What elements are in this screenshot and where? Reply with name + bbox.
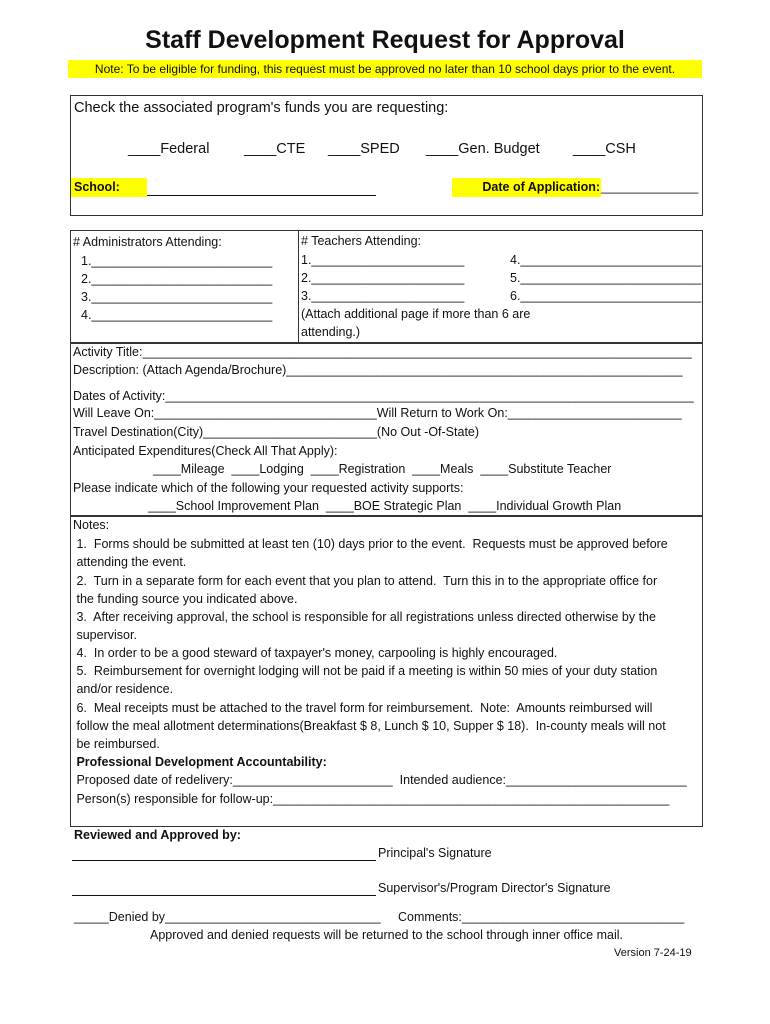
eligibility-note: Note: To be eligible for funding, this request must be approved no later than 10 school days prior to the event. <box>68 60 702 78</box>
description-field[interactable]: Description: (Attach Agenda/Brochure)_________________________________________________________ <box>73 363 683 377</box>
followup-field[interactable]: Person(s) responsible for follow-up:_________________________________________________________ <box>73 792 670 806</box>
attach-note-line-1: (Attach additional page if more than 6 are <box>301 307 531 321</box>
fund-option-csh[interactable]: ____CSH <box>573 141 636 157</box>
teacher-field-6[interactable]: 6.__________________________ <box>510 289 702 303</box>
page-title: Staff Development Request for Approval <box>145 26 625 54</box>
funds-heading: Check the associated program's funds you are requesting: <box>74 100 449 116</box>
date-of-application-field[interactable]: ______________ <box>601 180 699 194</box>
note-line: attending the event. <box>73 555 187 569</box>
teacher-field-5[interactable]: 5.__________________________ <box>510 271 702 285</box>
supports-options[interactable]: ____School Improvement Plan ____BOE Strategic Plan ____Individual Growth Plan <box>148 499 622 513</box>
expenditures-options[interactable]: ____Mileage ____Lodging ____Registration ____Meals ____Substitute Teacher <box>153 462 612 476</box>
supervisor-signature-label: Supervisor's/Program Director's Signature <box>378 881 611 895</box>
fund-option-sped[interactable]: ____SPED <box>328 141 400 157</box>
redelivery-audience-fields[interactable]: Proposed date of redelivery:_______________________ Intended audience:__________________________ <box>73 773 687 787</box>
teacher-field-3[interactable]: 3.______________________ <box>301 289 465 303</box>
administrators-label: # Administrators Attending: <box>73 235 222 249</box>
school-field[interactable] <box>147 195 376 196</box>
principal-signature-label: Principal's Signature <box>378 846 492 860</box>
note-line: 6. Meal receipts must be attached to the travel form for reimbursement. Note: Amounts reimbursed will <box>73 701 653 715</box>
administrator-field-2[interactable]: 2.__________________________ <box>81 272 273 286</box>
travel-destination-field[interactable]: Travel Destination(City)_________________________(No Out -Of-State) <box>73 425 480 439</box>
note-line: and/or residence. <box>73 682 174 696</box>
school-label: School: <box>71 178 147 197</box>
administrator-field-4[interactable]: 4.__________________________ <box>81 308 273 322</box>
comments-field[interactable]: Comments:________________________________ <box>398 910 685 924</box>
principal-signature-line[interactable] <box>72 860 376 861</box>
note-line: 3. After receiving approval, the school is responsible for all registrations unless directed otherwise by the <box>73 610 656 624</box>
supports-label: Please indicate which of the following your requested activity supports: <box>73 481 464 495</box>
administrator-field-3[interactable]: 3.__________________________ <box>81 290 273 304</box>
accountability-heading: Professional Development Accountability: <box>73 755 327 769</box>
fund-option-cte[interactable]: ____CTE <box>244 141 306 157</box>
denied-by-field[interactable]: _____Denied by_______________________________ <box>74 910 381 924</box>
note-line: 5. Reimbursement for overnight lodging will not be paid if a meeting is within 50 mies of your duty station <box>73 664 658 678</box>
note-line: supervisor. <box>73 628 137 642</box>
note-line: 4. In order to be a good steward of taxpayer's money, carpooling is highly encouraged. <box>73 646 558 660</box>
teacher-field-1[interactable]: 1.______________________ <box>301 253 465 267</box>
expenditures-label: Anticipated Expenditures(Check All That Apply): <box>73 444 338 458</box>
teachers-label: # Teachers Attending: <box>301 234 421 248</box>
date-of-application-label: Date of Application: <box>452 178 601 197</box>
attach-note-line-2: attending.) <box>301 325 361 339</box>
note-line: 2. Turn in a separate form for each event that you plan to attend. Turn this in to the appropriate office for <box>73 574 658 588</box>
note-line: the funding source you indicated above. <box>73 592 298 606</box>
teacher-field-2[interactable]: 2.______________________ <box>301 271 465 285</box>
activity-title-field[interactable]: Activity Title:_______________________________________________________________________________ <box>73 345 692 359</box>
approval-heading: Reviewed and Approved by: <box>74 828 241 842</box>
fund-option-federal[interactable]: ____Federal <box>128 141 210 157</box>
office-mail-note: Approved and denied requests will be returned to the school through inner office mail. <box>150 928 623 942</box>
version-label: Version 7-24-19 <box>614 947 692 959</box>
attendees-divider <box>298 231 299 342</box>
note-line: 1. Forms should be submitted at least ten (10) days prior to the event. Requests must be approved before <box>73 537 668 551</box>
teacher-field-4[interactable]: 4.__________________________ <box>510 253 702 267</box>
leave-return-fields[interactable]: Will Leave On:________________________________Will Return to Work On:_________________________ <box>73 406 682 420</box>
dates-of-activity-field[interactable]: Dates of Activity:____________________________________________________________________________ <box>73 389 694 403</box>
fund-option-gen-budget[interactable]: ____Gen. Budget <box>426 141 540 157</box>
note-line: follow the meal allotment determinations(Breakfast $ 8, Lunch $ 10, Supper $ 18). In-county meals will not <box>73 719 666 733</box>
notes-heading: Notes: <box>73 518 110 532</box>
administrator-field-1[interactable]: 1.__________________________ <box>81 254 273 268</box>
supervisor-signature-line[interactable] <box>72 895 376 896</box>
note-line: be reimbursed. <box>73 737 160 751</box>
